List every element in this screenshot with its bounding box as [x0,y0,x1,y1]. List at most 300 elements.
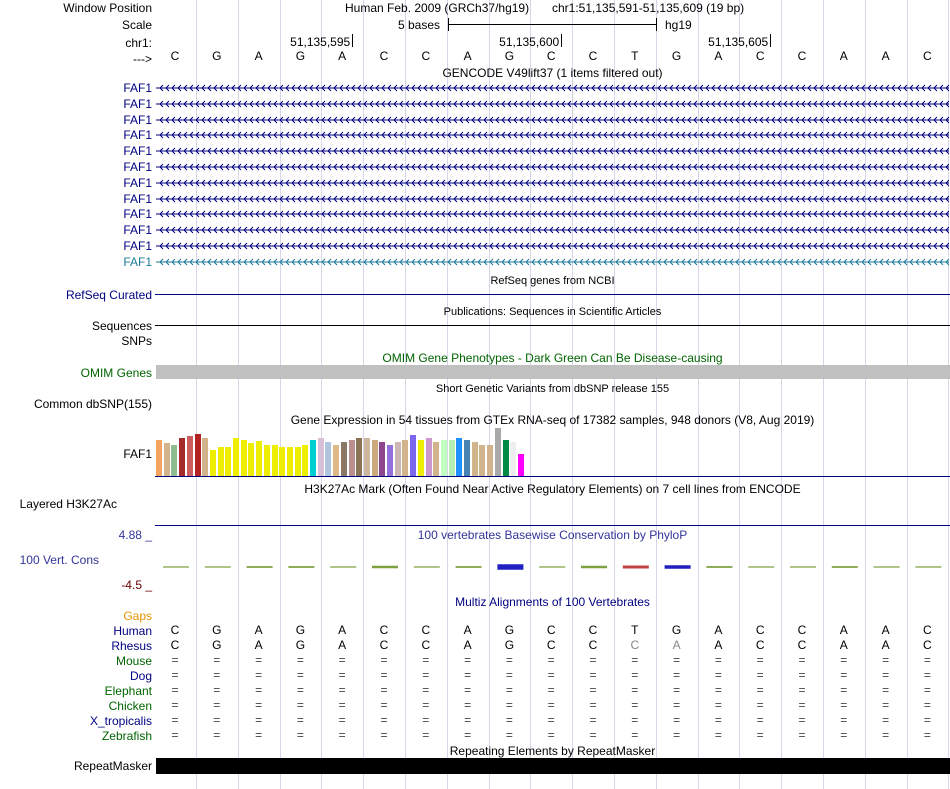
alignment-base: A [881,638,890,652]
gencode-gene-label[interactable]: FAF1 [123,96,152,111]
alignment-match: = [840,668,848,682]
alignment-base: C [379,638,389,652]
alignment-match: = [840,653,848,667]
dna-base: A [254,49,263,63]
alignment-base: A [714,638,723,652]
alignment-match: = [547,683,555,697]
cons-track-title: 100 vertebrates Basewise Conservation by PhyloP [417,528,688,542]
gtex-tissue-bar[interactable] [241,440,247,476]
snps-track-label[interactable]: SNPs [121,334,152,348]
alignment-match: = [631,728,639,742]
alignment-match: = [505,653,513,667]
dna-base: A [463,49,472,63]
alignment-match: = [464,683,472,697]
alignment-match: = [798,683,806,697]
track-labels-panel [0,0,155,789]
alignment-base: G [671,623,682,637]
dna-base: C [170,49,180,63]
gencode-gene-label[interactable]: FAF1 [123,175,152,190]
gtex-tissue-bar[interactable] [364,438,370,476]
gtex-tissue-bar[interactable] [495,428,501,476]
h3k27ac-track-title: H3K27Ac Mark (Often Found Near Active Regulatory Elements) on 7 cell lines from ENCODE [304,482,801,496]
multiz-track-title: Multiz Alignments of 100 Vertebrates [455,595,650,609]
alignment-match: = [338,698,346,712]
dna-base: C [546,49,556,63]
gtex-tissue-bar[interactable] [456,438,462,476]
alignment-match: = [798,668,806,682]
alignment-match: = [756,698,764,712]
gtex-tissue-bar[interactable] [202,438,208,476]
dna-base: G [212,49,222,63]
alignment-match: = [923,653,931,667]
dna-base: C [755,49,765,63]
chrom-label: chr1: [125,36,152,50]
alignment-match: = [213,653,221,667]
alignment-match: = [714,683,722,697]
alignment-match: = [505,728,513,742]
gencode-transcript[interactable] [156,129,949,141]
alignment-base: G [295,623,306,637]
gtex-tissue-bar[interactable] [171,445,177,476]
gtex-tissue-bar[interactable] [187,436,193,476]
gtex-tissue-bar[interactable] [518,454,524,476]
coordinate-label: 51,135,605 [708,35,769,49]
alignment-match: = [380,713,388,727]
alignment-match: = [631,668,639,682]
alignment-base: G [504,623,515,637]
gtex-tissue-bar[interactable] [464,440,470,476]
alignment-match: = [547,653,555,667]
gtex-tissue-bar[interactable] [402,440,408,476]
alignment-base: A [839,623,848,637]
gtex-tissue-bar[interactable] [333,445,339,476]
dna-base: A [338,49,347,63]
repeatmasker-bar[interactable] [156,758,950,774]
gtex-tissue-bar[interactable] [325,442,331,476]
alignment-base: C [755,638,765,652]
alignment-base: C [421,623,431,637]
alignment-match: = [882,683,890,697]
dna-base: T [631,49,639,63]
alignment-match: = [714,653,722,667]
gtex-tissue-bar[interactable] [279,447,285,476]
gtex-tissue-bar[interactable] [195,434,201,476]
alignment-base: C [170,623,180,637]
alignment-match: = [840,698,848,712]
alignment-match: = [255,713,263,727]
gtex-tissue-bar[interactable] [356,438,362,476]
cons-min-label: -4.5 _ [121,578,152,592]
alignment-match: = [714,668,722,682]
gtex-tissue-bar[interactable] [233,438,239,476]
gtex-tissue-bar[interactable] [264,445,270,476]
assembly-title: Human Feb. 2009 (GRCh37/hg19) [345,1,530,15]
alignment-match: = [547,713,555,727]
coordinate-label: 51,135,595 [290,35,351,49]
alignment-match: = [464,668,472,682]
gtex-tissue-bar[interactable] [248,443,254,476]
gtex-tissue-bar[interactable] [487,445,493,476]
species-label: Rhesus [111,639,152,653]
dna-base: C [797,49,807,63]
alignment-base: C [421,638,431,652]
alignment-match: = [798,728,806,742]
alignment-match: = [464,713,472,727]
position-readout: chr1:51,135,591-51,135,609 (19 bp) [552,1,745,15]
gtex-tissue-bar[interactable] [395,442,401,476]
alignment-match: = [505,668,513,682]
alignment-match: = [923,668,931,682]
alignment-match: = [505,683,513,697]
alignment-match: = [505,698,513,712]
alignment-match: = [589,668,597,682]
gtex-tissue-bar[interactable] [295,447,301,476]
alignment-match: = [589,698,597,712]
cons-track-label[interactable]: 100 Vert. Cons [19,553,99,567]
alignment-base: A [672,638,681,652]
dna-base: G [295,49,306,63]
gencode-gene-label[interactable]: FAF1 [123,191,152,206]
gencode-transcript[interactable] [156,224,949,236]
gtex-tissue-bar[interactable] [503,440,509,476]
alignment-match: = [714,728,722,742]
scale-bar-tick [656,18,657,31]
alignment-match: = [422,653,430,667]
alignment-match: = [338,668,346,682]
alignment-match: = [338,713,346,727]
gencode-gene-label[interactable]: FAF1 [123,112,152,127]
alignment-match: = [673,653,681,667]
alignment-match: = [673,713,681,727]
gtex-tissue-bar[interactable] [156,440,162,476]
alignment-base: C [630,638,640,652]
gencode-transcript[interactable] [156,98,949,110]
repeatmasker-track-label[interactable]: RepeatMasker [73,759,152,773]
scale-text: 5 bases [398,18,441,32]
gtex-tissue-bar[interactable] [433,442,439,476]
gencode-transcript[interactable] [156,145,949,157]
alignment-match: = [422,668,430,682]
gencode-gene-label[interactable]: FAF1 [123,223,152,238]
gtex-tissue-bar[interactable] [372,440,378,476]
alignment-match: = [296,713,304,727]
window-position-label: Window Position [63,1,152,15]
gencode-gene-label[interactable]: FAF1 [123,160,152,174]
gencode-transcript[interactable] [156,161,949,173]
gencode-transcript[interactable] [156,82,949,94]
gtex-tissue-bar[interactable] [225,447,231,476]
alignment-match: = [213,728,221,742]
alignment-base: C [755,623,765,637]
alignment-match: = [171,653,179,667]
refseq-track-label[interactable]: RefSeq Curated [65,288,152,302]
alignment-match: = [505,713,513,727]
species-label: Human [113,624,152,638]
alignment-base: C [588,623,598,637]
alignment-match: = [338,683,346,697]
gtex-tissue-bar[interactable] [179,438,185,476]
dna-base: C [588,49,598,63]
alignment-match: = [673,683,681,697]
omim-track-label[interactable]: OMIM Genes [80,366,152,380]
alignment-base: A [254,638,263,652]
alignment-match: = [756,653,764,667]
alignment-base: C [797,623,807,637]
scale-bar [448,24,657,25]
alignment-match: = [464,653,472,667]
alignment-match: = [380,728,388,742]
alignment-base: A [463,638,472,652]
alignment-base: G [295,638,306,652]
species-label: Zebrafish [101,729,152,743]
alignment-base: A [881,623,890,637]
alignment-match: = [296,653,304,667]
alignment-base: C [546,623,556,637]
alignment-base: A [714,623,723,637]
alignment-match: = [798,698,806,712]
alignment-match: = [840,728,848,742]
gtex-tissue-bar[interactable] [510,442,516,476]
gencode-track-title[interactable]: GENCODE V49lift37 (1 items filtered out) [442,66,663,80]
gtex-track-title: Gene Expression in 54 tissues from GTEx RNA-seq of 17382 samples, 948 donors (V8, Aug 2019) [290,413,815,427]
alignment-base: G [504,638,515,652]
alignment-base: C [797,638,807,652]
species-label: Dog [129,669,152,683]
gencode-gene-label[interactable]: FAF1 [123,254,152,269]
gtex-tissue-bar[interactable] [218,447,224,476]
alignment-match: = [673,668,681,682]
alignment-base: A [839,638,848,652]
gtex-tissue-bar[interactable] [318,438,324,476]
dna-base: G [504,49,515,63]
alignment-match: = [547,698,555,712]
alignment-match: = [756,728,764,742]
dna-base: G [671,49,682,63]
alignment-match: = [798,653,806,667]
species-label: X_tropicalis [89,714,152,728]
gtex-tissue-bar[interactable] [210,450,216,476]
alignment-match: = [296,698,304,712]
alignment-match: = [296,728,304,742]
alignment-match: = [296,683,304,697]
gtex-tissue-bar[interactable] [256,441,262,476]
alignment-match: = [547,728,555,742]
coordinate-tick [561,34,562,47]
gencode-transcript[interactable] [156,114,949,126]
alignment-match: = [422,728,430,742]
alignment-match: = [380,653,388,667]
alignment-match: = [631,653,639,667]
omim-gene-bar[interactable] [156,365,950,379]
alignment-base: T [631,623,639,637]
alignment-base: C [546,638,556,652]
conservation-plot [155,546,950,586]
gencode-gene-label[interactable]: FAF1 [123,144,152,159]
repeatmasker-track-title: Repeating Elements by RepeatMasker [449,744,656,758]
alignment-match: = [882,713,890,727]
alignment-match: = [380,698,388,712]
alignment-match: = [840,683,848,697]
alignment-base: A [338,638,347,652]
gtex-tissue-bar[interactable] [472,442,478,476]
dna-base: C [421,49,431,63]
alignment-base: C [170,638,180,652]
gtex-tissue-bar[interactable] [387,445,393,476]
species-label: Chicken [108,699,152,713]
alignment-base: G [212,623,222,637]
gencode-gene-label[interactable]: FAF1 [123,81,152,95]
h3k27ac-baseline [155,525,950,526]
dna-base: C [379,49,389,63]
alignment-match: = [255,668,263,682]
gencode-transcript[interactable] [156,177,949,189]
gtex-tissue-bar[interactable] [418,440,424,476]
coordinate-label: 51,135,600 [499,35,560,49]
pubs-track-title: Publications: Sequences in Scientific Articles [443,306,662,318]
alignment-match: = [840,713,848,727]
alignment-match: = [464,728,472,742]
alignment-match: = [589,728,597,742]
gencode-transcript[interactable] [156,240,949,252]
refseq-track-title: RefSeq genes from NCBI [490,275,615,287]
species-label: Mouse [115,654,152,668]
alignment-match: = [422,683,430,697]
dna-base: A [839,49,848,63]
alignment-match: = [673,698,681,712]
alignment-match: = [171,698,179,712]
alignment-match: = [547,668,555,682]
alignment-base: C [923,623,932,637]
gtex-tissue-bar[interactable] [310,440,316,476]
alignment-base: C [379,623,389,637]
alignment-match: = [213,683,221,697]
alignment-match: = [171,728,179,742]
alignment-match: = [213,698,221,712]
omim-track-title: OMIM Gene Phenotypes - Dark Green Can Be Disease-causing [382,351,723,365]
alignment-match: = [673,728,681,742]
alignment-match: = [296,668,304,682]
alignment-base: A [338,623,347,637]
sequences-line[interactable] [155,325,950,326]
gtex-tissue-bar[interactable] [349,440,355,476]
gencode-transcript[interactable] [156,193,949,205]
gtex-tissue-bar[interactable] [449,440,455,476]
alignment-match: = [171,713,179,727]
alignment-match: = [255,728,263,742]
alignment-match: = [422,713,430,727]
h3k27ac-track-label[interactable]: Layered H3K27Ac [19,497,117,511]
gencode-transcript[interactable] [156,208,949,220]
scale-db: hg19 [665,18,692,32]
alignment-match: = [923,698,931,712]
alignment-match: = [589,683,597,697]
alignment-match: = [714,713,722,727]
alignment-match: = [589,653,597,667]
alignment-match: = [338,653,346,667]
gencode-gene-label[interactable]: FAF1 [123,239,152,253]
gtex-tissue-bar[interactable] [302,445,308,476]
gtex-tissue-bar[interactable] [441,440,447,476]
alignment-match: = [213,668,221,682]
sequences-track-label[interactable]: Sequences [91,319,152,333]
gtex-tissue-bar[interactable] [272,445,278,476]
alignment-match: = [338,728,346,742]
alignment-base: A [463,623,472,637]
alignment-base: G [212,638,222,652]
coordinate-tick [352,34,353,47]
gencode-gene-label[interactable]: FAF1 [123,128,152,143]
genome-browser-canvas [155,0,950,789]
alignment-match: = [882,728,890,742]
alignment-match: = [756,683,764,697]
dna-base: C [923,49,932,63]
alignment-match: = [882,668,890,682]
dna-base: A [714,49,723,63]
alignment-match: = [923,713,931,727]
dbsnp-track-title: Short Genetic Variants from dbSNP release 155 [435,383,670,395]
gencode-transcript[interactable] [156,256,949,268]
gaps-track-label[interactable]: Gaps [123,609,152,623]
gtex-tissue-bar[interactable] [164,443,170,476]
alignment-match: = [756,668,764,682]
alignment-match: = [255,683,263,697]
alignment-base: C [588,638,598,652]
coordinate-tick [770,34,771,47]
refseq-gene-line[interactable] [155,294,950,295]
gtex-track-label[interactable]: FAF1 [123,447,152,461]
alignment-match: = [213,713,221,727]
gtex-bar-chart [156,427,536,476]
strand-label: ---> [133,52,152,66]
gtex-baseline [155,476,950,477]
scale-bar-tick [448,18,449,31]
gtex-tissue-bar[interactable] [426,438,432,476]
gtex-tissue-bar[interactable] [379,442,385,476]
alignment-match: = [923,683,931,697]
alignment-match: = [798,713,806,727]
alignment-match: = [380,683,388,697]
alignment-base: A [254,623,263,637]
gencode-gene-label[interactable]: FAF1 [123,207,152,222]
alignment-match: = [171,668,179,682]
alignment-match: = [882,653,890,667]
alignment-match: = [589,713,597,727]
dbsnp-track-label[interactable]: Common dbSNP(155) [33,397,152,411]
species-label: Elephant [104,684,152,698]
dna-base: A [881,49,890,63]
gtex-tissue-bar[interactable] [287,447,293,476]
alignment-base: C [923,638,932,652]
alignment-match: = [422,698,430,712]
alignment-match: = [882,698,890,712]
alignment-match: = [923,728,931,742]
cons-max-label: 4.88 _ [118,528,152,542]
scale-label: Scale [121,18,152,32]
gtex-tissue-bar[interactable] [341,442,347,476]
alignment-match: = [464,698,472,712]
alignment-match: = [756,713,764,727]
alignment-match: = [171,683,179,697]
alignment-match: = [631,713,639,727]
alignment-match: = [714,698,722,712]
alignment-match: = [255,698,263,712]
alignment-match: = [631,698,639,712]
alignment-match: = [631,683,639,697]
alignment-match: = [255,653,263,667]
gtex-tissue-bar[interactable] [479,445,485,476]
alignment-match: = [380,668,388,682]
gtex-tissue-bar[interactable] [410,435,416,476]
